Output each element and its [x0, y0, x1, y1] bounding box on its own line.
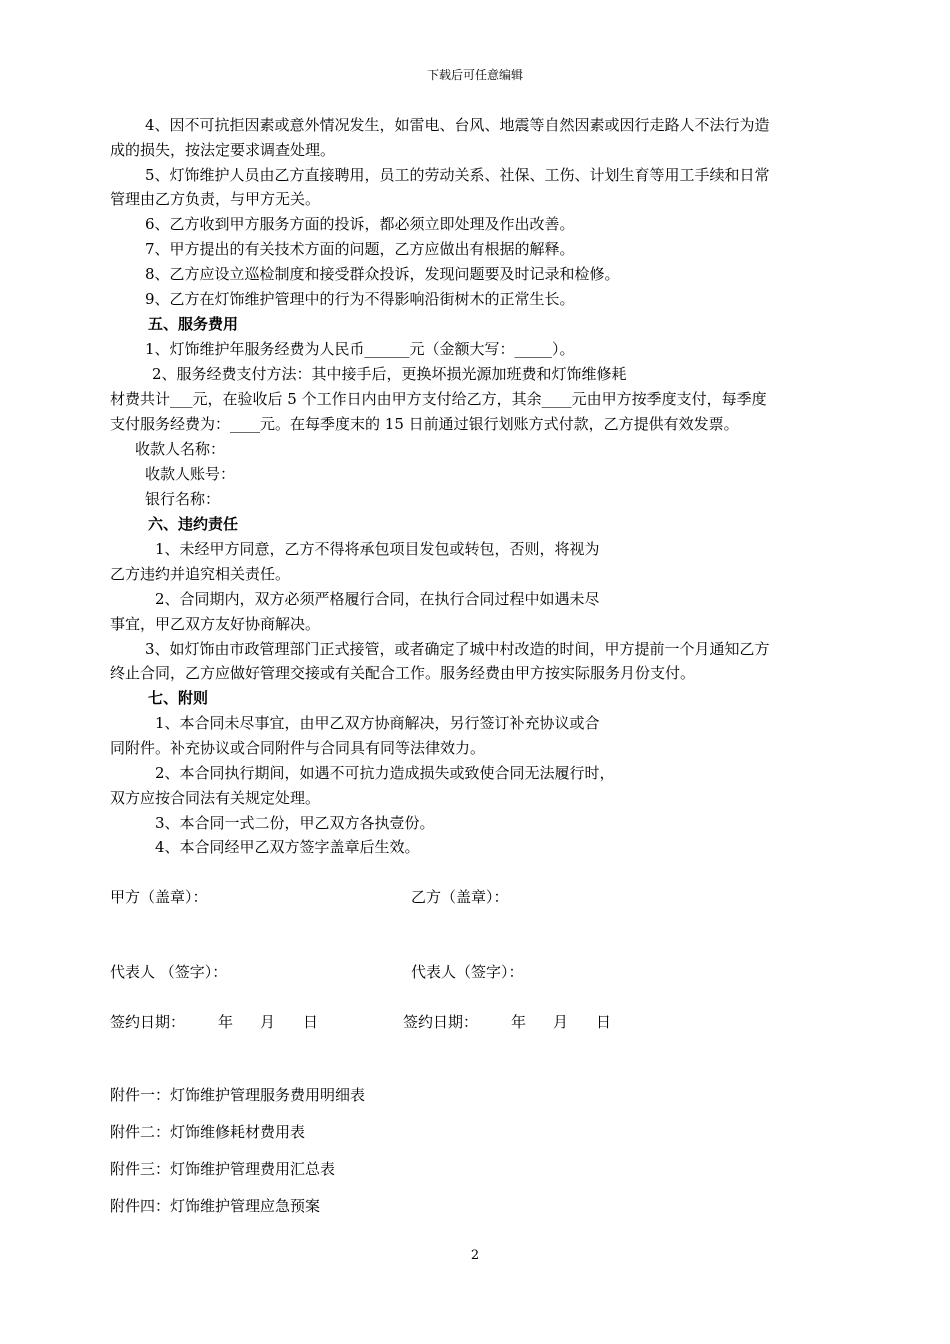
party-b-seal-label: 乙方（盖章）：	[411, 888, 509, 906]
clause-line: 材费共计___元，在验收后 5 个工作日内由甲方支付给乙方，其余____元由甲方按季度支付，每季度	[110, 390, 767, 408]
party-a-rep-label: 代表人 （签字）：	[110, 963, 228, 981]
payee-account-label: 收款人账号：	[145, 465, 236, 483]
attachment-item: 附件一：灯饰维护管理服务费用明细表	[110, 1086, 366, 1104]
party-b-date-label: 签约日期：	[403, 1013, 479, 1031]
clause-line: 2、合同期内，双方必须严格履行合同，在执行合同过程中如遇未尽	[155, 590, 600, 608]
page-header: 下载后可任意编辑	[426, 68, 523, 82]
clause-line: 双方应按合同法有关规定处理。	[110, 789, 321, 807]
page-number: 2	[470, 1248, 480, 1263]
clause-line: 1、本合同未尽事宜，由甲乙双方协商解决，另行签订补充协议或合	[155, 714, 600, 732]
clause-line: 1、灯饰维护年服务经费为人民币______元（金额大写：_____）。	[145, 340, 575, 358]
clause-line: 管理由乙方负责，与甲方无关。	[110, 190, 321, 208]
attachment-item: 附件二：灯饰维修耗材费用表	[110, 1123, 306, 1141]
section-heading-liability: 六、违约责任	[148, 515, 239, 533]
clause-line: 同附件。补充协议或合同附件与合同具有同等法律效力。	[110, 739, 486, 757]
party-a-seal-label: 甲方（盖章）：	[110, 888, 208, 906]
clause-line: 终止合同，乙方应做好管理交接或有关配合工作。服务经费由甲方按实际服务月份支付。	[110, 664, 696, 682]
clause-line: 4、因不可抗拒因素或意外情况发生，如雷电、台风、地震等自然因素或因行走路人不法行为造	[145, 116, 770, 134]
clause-line: 2、服务经费支付方法：其中接手后，更换坏损光源加班费和灯饰维修耗	[152, 365, 627, 383]
party-a-date-day: 日	[303, 1013, 319, 1031]
clause-line: 5、灯饰维护人员由乙方直接聘用，员工的劳动关系、社保、工伤、计划生育等用工手续和日常	[145, 166, 770, 184]
clause-line: 3、如灯饰由市政管理部门正式接管，或者确定了城中村改造的时间，甲方提前一个月通知乙方	[145, 640, 770, 658]
party-a-date-label: 签约日期：	[110, 1013, 186, 1031]
clause-line: 事宜，甲乙双方友好协商解决。	[110, 615, 321, 633]
bank-name-label: 银行名称：	[145, 490, 221, 508]
section-heading-fees: 五、服务费用	[148, 315, 239, 333]
party-a-date-month: 月	[260, 1013, 276, 1031]
clause-line: 8、乙方应设立巡检制度和接受群众投诉，发现问题要及时记录和检修。	[145, 265, 620, 283]
clause-line: 9、乙方在灯饰维护管理中的行为不得影响沿街树木的正常生长。	[145, 290, 575, 308]
clause-line: 1、未经甲方同意，乙方不得将承包项目发包或转包，否则，将视为	[155, 540, 600, 558]
clause-line: 6、乙方收到甲方服务方面的投诉，都必须立即处理及作出改善。	[145, 215, 575, 233]
clause-line: 支付服务经费为：____元。在每季度末的 15 日前通过银行划账方式付款，乙方提供有效发票。	[110, 415, 739, 433]
party-b-date-day: 日	[596, 1013, 612, 1031]
clause-line: 3、本合同一式二份，甲乙双方各执壹份。	[155, 814, 435, 832]
party-b-rep-label: 代表人（签字）：	[411, 963, 524, 981]
clause-line: 2、本合同执行期间，如遇不可抗力造成损失或致使合同无法履行时，	[155, 764, 615, 782]
section-heading-supplementary: 七、附则	[148, 689, 209, 707]
clause-line: 乙方违约并追究相关责任。	[110, 565, 291, 583]
party-b-date-month: 月	[553, 1013, 569, 1031]
attachment-item: 附件四：灯饰维护管理应急预案	[110, 1197, 321, 1215]
party-b-date-year: 年	[511, 1013, 527, 1031]
clause-line: 成的损失，按法定要求调查处理。	[110, 141, 336, 159]
clause-line: 4、本合同经甲乙双方签字盖章后生效。	[155, 838, 420, 856]
attachment-item: 附件三：灯饰维护管理费用汇总表	[110, 1160, 336, 1178]
clause-line: 7、甲方提出的有关技术方面的问题，乙方应做出有根据的解释。	[145, 240, 575, 258]
party-a-date-year: 年	[218, 1013, 234, 1031]
payee-name-label: 收款人名称：	[135, 440, 226, 458]
